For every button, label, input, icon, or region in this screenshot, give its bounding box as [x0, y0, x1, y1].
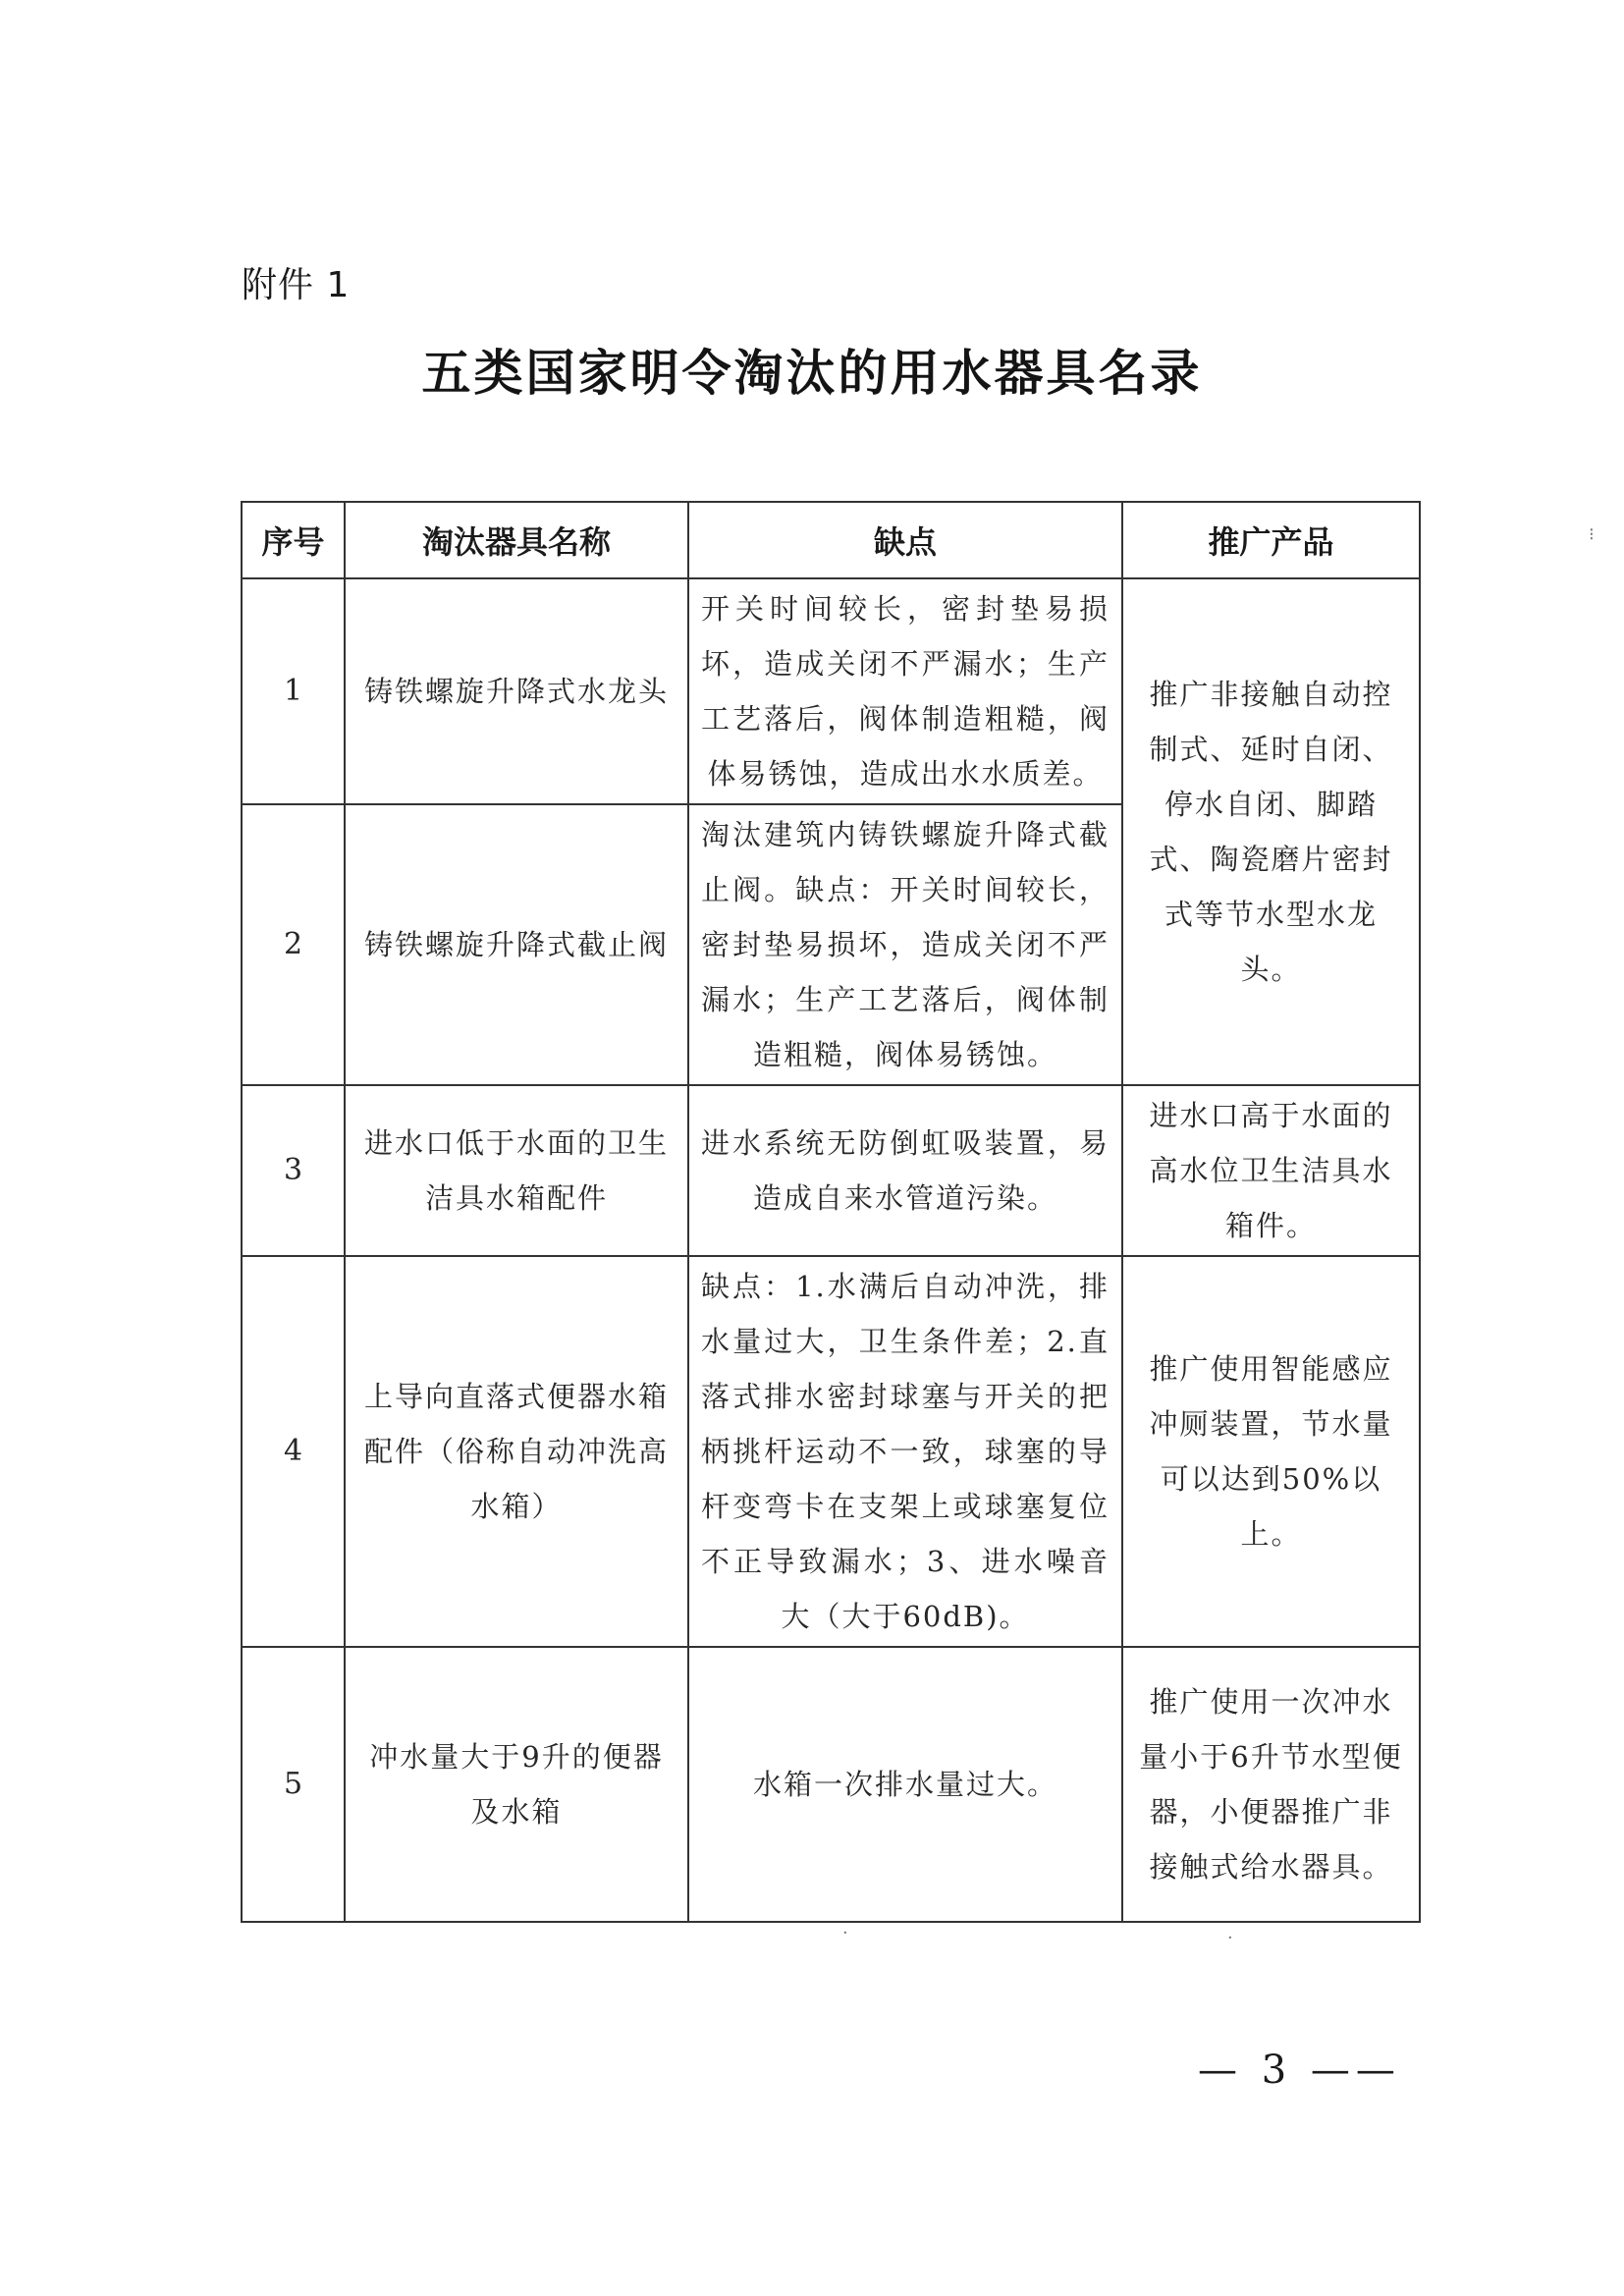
serial-no-cell: 5 — [242, 1647, 345, 1922]
defect-cell: 缺点：1.水满后自动冲洗，排水量过大，卫生条件差；2.直落式排水密封球塞与开关的把柄挑杆运动不一致，球塞的导杆变弯卡在支架上或球塞复位不正导致漏水；3、进水噪音大（大于60dB)。 — [688, 1256, 1122, 1647]
table-row — [242, 578, 1420, 804]
document-title: 五类国家明令淘汰的用水器具名录 — [421, 344, 1203, 402]
fixture-name-cell: 进水口低于水面的卫生洁具水箱配件 — [345, 1085, 688, 1256]
defect-cell: 进水系统无防倒虹吸装置，易造成自来水管道污染。 — [688, 1085, 1122, 1256]
promoted-product-cell: 进水口高于水面的高水位卫生洁具水箱件。 — [1122, 1085, 1420, 1256]
attachment-label: 附件 1 — [242, 265, 351, 305]
page-number: — 3 —— — [1198, 2048, 1401, 2093]
scan-mark: · — [842, 1923, 848, 1943]
defect-cell: 淘汰建筑内铸铁螺旋升降式截止阀。缺点：开关时间较长，密封垫易损坏，造成关闭不严漏水；生产工艺落后，阀体制造粗糙，阀体易锈蚀。 — [688, 804, 1122, 1085]
fixture-name-cell: 上导向直落式便器水箱配件（俗称自动冲洗高水箱） — [345, 1256, 688, 1647]
promoted-product-cell: 推广使用智能感应冲厕装置，节水量可以达到50%以上。 — [1122, 1256, 1420, 1647]
serial-no-cell: 1 — [242, 578, 345, 804]
table-row — [242, 1085, 1420, 1256]
serial-no-cell: 3 — [242, 1085, 345, 1256]
fixture-name-cell: 铸铁螺旋升降式截止阀 — [345, 804, 688, 1085]
fixture-name-cell: 冲水量大于9升的便器及水箱 — [345, 1647, 688, 1922]
scan-mark: · — [1227, 1928, 1233, 1948]
header-serial-no: 序号 — [242, 502, 345, 578]
table-row — [242, 1256, 1420, 1647]
obsolete-fixtures-table — [241, 501, 1421, 1923]
defect-cell: 水箱一次排水量过大。 — [688, 1647, 1122, 1922]
promoted-product-cell: 推广使用一次冲水量小于6升节水型便器，小便器推广非接触式给水器具。 — [1122, 1647, 1420, 1922]
table-row — [242, 1647, 1420, 1922]
serial-no-cell: 2 — [242, 804, 345, 1085]
promoted-product-cell: 推广非接触自动控制式、延时自闭、停水自闭、脚踏式、陶瓷磨片密封式等节水型水龙头。 — [1122, 578, 1420, 1085]
scan-mark: ⁝ — [1589, 524, 1595, 545]
header-defects: 缺点 — [688, 502, 1122, 578]
header-fixture-name: 淘汰器具名称 — [345, 502, 688, 578]
header-promoted-products: 推广产品 — [1122, 502, 1420, 578]
serial-no-cell: 4 — [242, 1256, 345, 1647]
fixture-name-cell: 铸铁螺旋升降式水龙头 — [345, 578, 688, 804]
defect-cell: 开关时间较长，密封垫易损坏，造成关闭不严漏水；生产工艺落后，阀体制造粗糙，阀体易锈蚀，造成出水水质差。 — [688, 578, 1122, 804]
table-header-row — [242, 502, 1420, 578]
